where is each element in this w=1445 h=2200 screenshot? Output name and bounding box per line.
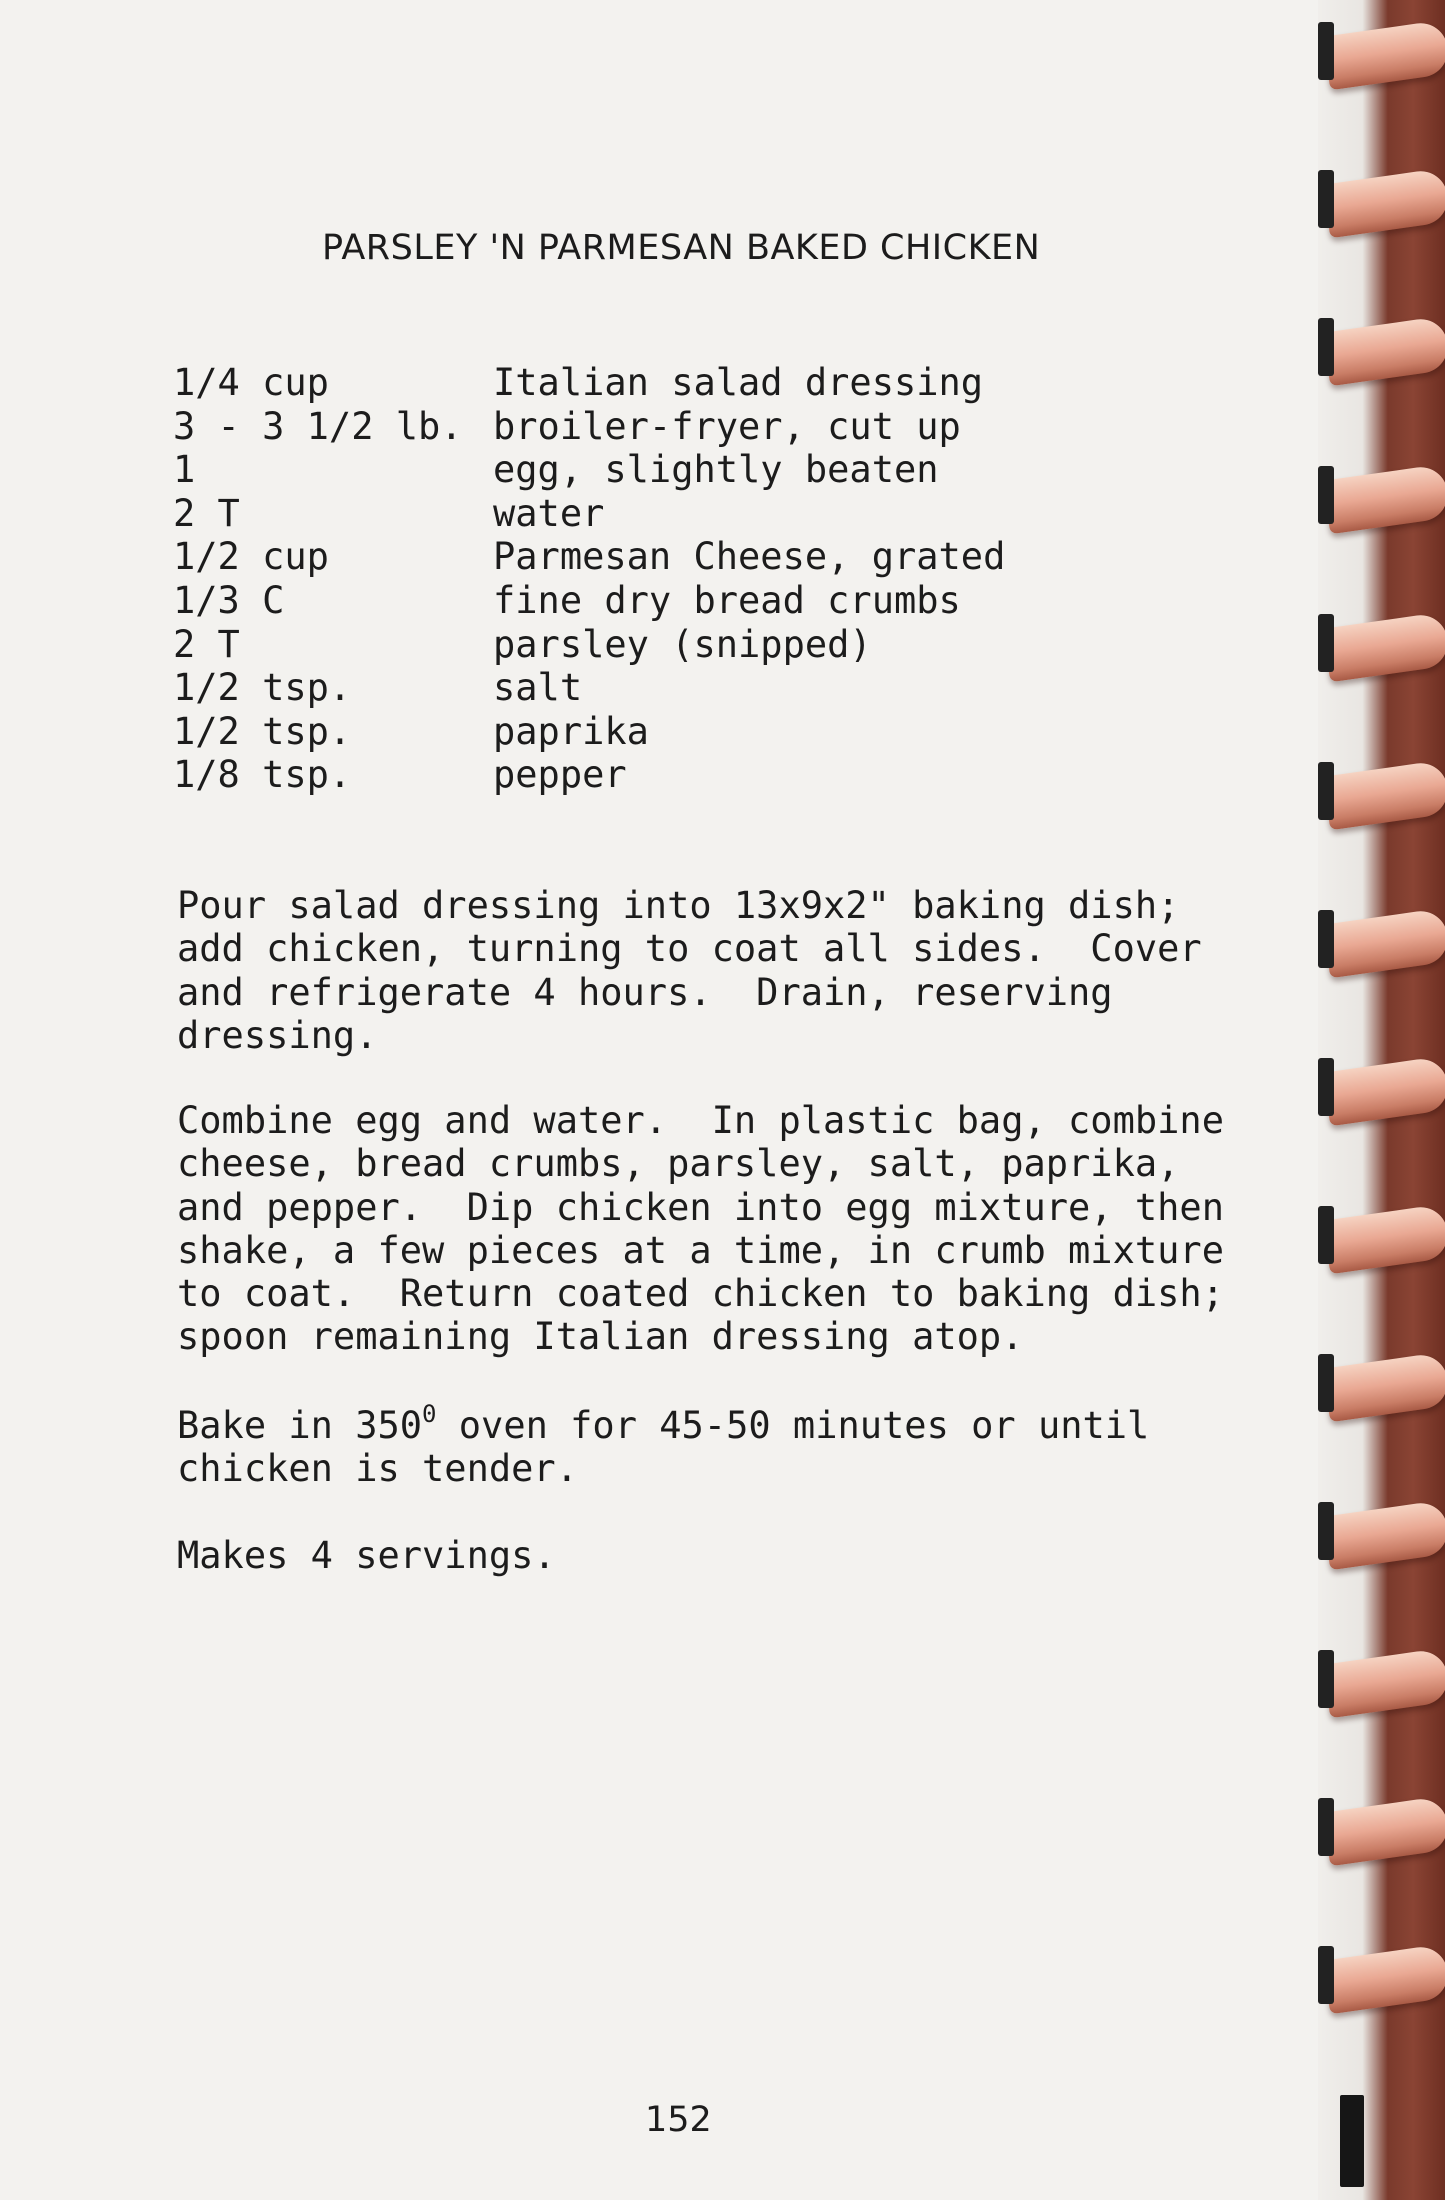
binding-coil-end (1318, 1798, 1334, 1856)
binding-coil (1323, 1796, 1445, 1866)
binding-coil (1323, 20, 1445, 90)
ingredient-name: egg, slightly beaten (493, 448, 939, 492)
ingredient-name: paprika (493, 709, 649, 753)
binding-coil-end (1340, 2095, 1364, 2187)
spiral-binding (1318, 0, 1445, 2200)
binding-coil-end (1318, 1206, 1334, 1264)
instruction-line (177, 1400, 1150, 1447)
page-number: 152 (645, 2100, 712, 2140)
instruction-line: Combine egg and water. In plastic bag, combine (177, 1099, 1224, 1142)
ingredient-name: broiler-fryer, cut up (493, 404, 961, 448)
ingredient-name: Parmesan Cheese, grated (493, 535, 1006, 579)
ingredient-quantity: 3 - 3 1/2 lb. (173, 404, 463, 448)
binding-coil-end (1318, 910, 1334, 968)
instruction-line: to coat. Return coated chicken to baking dish; (177, 1272, 1224, 1316)
ingredient-quantity: 1/2 tsp. (173, 666, 352, 710)
binding-coil-end (1318, 614, 1334, 672)
binding-coil-end (1318, 762, 1334, 820)
ingredient-quantity: 1/8 tsp. (173, 753, 352, 797)
binding-coil (1323, 1204, 1445, 1274)
binding-coil-end (1318, 1946, 1334, 2004)
binding-coil (1323, 1648, 1445, 1718)
binding-coil (1323, 1352, 1445, 1422)
ingredient-name: pepper (493, 753, 627, 797)
ingredient-name: fine dry bread crumbs (493, 578, 961, 622)
ingredient-quantity: 1/4 cup (173, 361, 329, 404)
binding-coil-end (1318, 1058, 1334, 1116)
ingredient-quantity: 1/3 C (173, 578, 285, 622)
binding-coil (1323, 1944, 1445, 2014)
binding-coil-end (1318, 22, 1334, 80)
instruction-line: add chicken, turning to coat all sides. Cover (177, 927, 1202, 971)
instruction-step-coat (177, 1099, 1224, 1359)
binding-coil-end (1318, 170, 1334, 228)
binding-coil (1323, 760, 1445, 830)
binding-coil (1323, 1056, 1445, 1126)
instruction-step-bake (177, 1400, 1150, 1491)
binding-coil (1323, 168, 1445, 238)
ingredient-quantity: 1/2 tsp. (173, 709, 352, 753)
ingredient-name: Italian salad dressing (493, 361, 984, 404)
instruction-line: shake, a few pieces at a time, in crumb mixture (177, 1228, 1224, 1272)
recipe-title: PARSLEY 'N PARMESAN BAKED CHICKEN (322, 228, 1041, 268)
degree-mark: 0 (422, 1400, 437, 1428)
binding-coil-end (1318, 466, 1334, 524)
binding-coil (1323, 1500, 1445, 1570)
instruction-line: and refrigerate 4 hours. Drain, reserving (177, 970, 1113, 1014)
instruction-line: and pepper. Dip chicken into egg mixture, then (177, 1185, 1224, 1229)
ingredient-quantity: 1 (173, 448, 196, 492)
ingredient-quantity: 2 T (173, 622, 240, 666)
ingredient-name: parsley (snipped) (493, 622, 872, 666)
bake-text-start: Bake in 350 (177, 1404, 423, 1447)
binding-coil-end (1318, 1354, 1334, 1412)
binding-coil (1323, 464, 1445, 534)
ingredient-quantity: 1/2 cup (173, 535, 329, 579)
binding-coil (1323, 612, 1445, 682)
ingredient-name: salt (493, 666, 583, 710)
bake-text-end: oven for 45-50 minutes or until (436, 1404, 1150, 1447)
recipe-yield: Makes 4 servings. (177, 1534, 556, 1577)
binding-coil-end (1318, 1650, 1334, 1708)
instruction-line: cheese, bread crumbs, parsley, salt, paprika, (177, 1142, 1180, 1186)
binding-coil (1323, 316, 1445, 386)
instruction-line: chicken is tender. (177, 1447, 578, 1491)
instruction-line: dressing. (177, 1013, 378, 1057)
binding-coil-end (1318, 1502, 1334, 1560)
ingredient-name: water (493, 491, 605, 535)
binding-coil (1323, 908, 1445, 978)
binding-coil-end (1318, 318, 1334, 376)
instruction-line: spoon remaining Italian dressing atop. (177, 1315, 1024, 1359)
ingredient-quantity: 2 T (173, 491, 240, 535)
instruction-step-marinate (177, 884, 1202, 1057)
instruction-line: Pour salad dressing into 13x9x2" baking dish; (177, 884, 1180, 927)
